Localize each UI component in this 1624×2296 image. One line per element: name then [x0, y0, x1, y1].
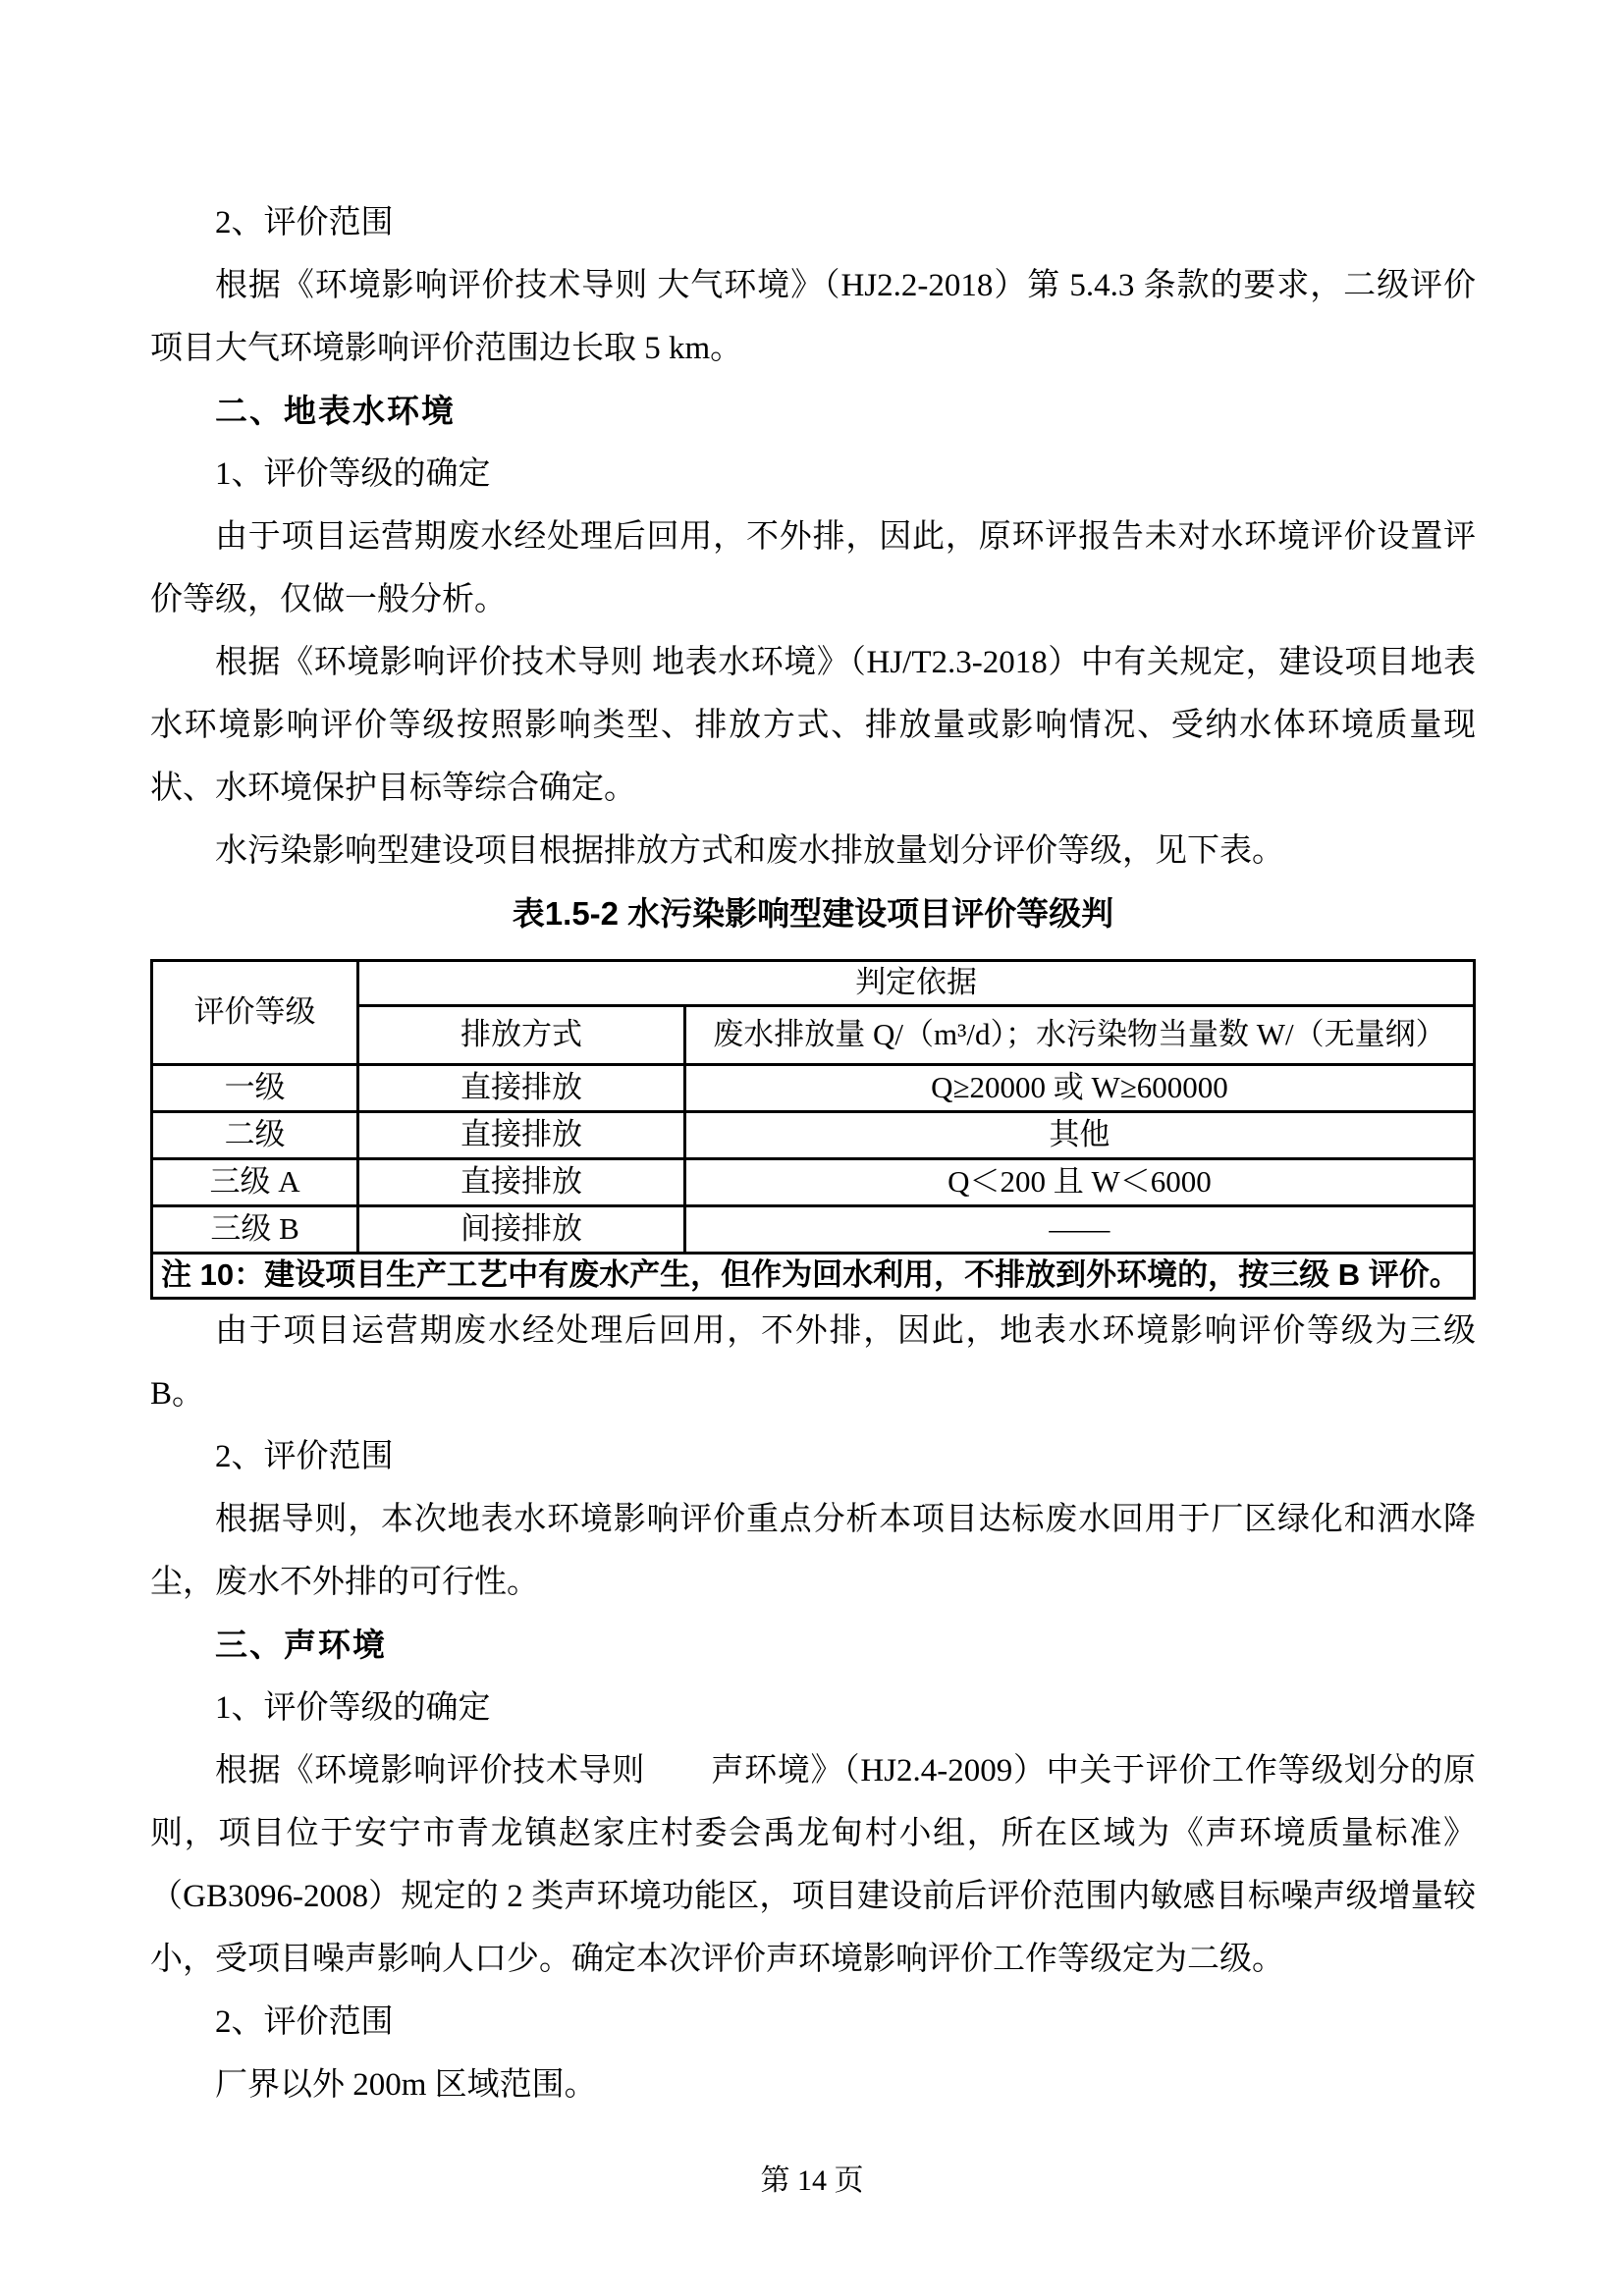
table-note-text: 注 10：建设项目生产工艺中有废水产生，但作为回水利用，不排放到外环境的，按三级 B 评价。 — [152, 1253, 1475, 1298]
header-cell-discharge-mode: 排放方式 — [358, 1005, 685, 1064]
table-header-row-1 — [152, 961, 1475, 1006]
cell-level: 三级 A — [152, 1158, 358, 1205]
cell-mode: 间接排放 — [358, 1205, 685, 1253]
para-water-conclusion: 由于项目运营期废水经处理后回用，不外排，因此，地表水环境影响评价等级为三级 B。 — [150, 1312, 1476, 1412]
header-cell-criteria: 废水排放量 Q/（m³/d）；水污染物当量数 W/（无量纲） — [684, 1005, 1474, 1064]
cell-criteria: 其他 — [684, 1111, 1474, 1158]
para-water-eval-scope-detail: 根据导则，本次地表水环境影响评价重点分析本项目达标废水回用于厂区绿化和洒水降尘，废水不外排的可行性。 — [150, 1501, 1476, 1600]
cell-level: 一级 — [152, 1064, 358, 1111]
section-heading-acoustic: 三、声环境 — [215, 1626, 387, 1663]
header-cell-judge-basis: 判定依据 — [358, 961, 1475, 1006]
para-water-no-discharge: 由于项目运营期废水经处理后回用，不外排，因此，原环评报告未对水环境评价设置评价等级，仅做一般分析。 — [150, 519, 1476, 617]
table-row-grade-2 — [152, 1111, 1475, 1158]
item-air-eval-scope: 2、评价范围 — [215, 205, 394, 240]
item-water-grade-determination: 1、评价等级的确定 — [215, 456, 491, 492]
cell-mode: 直接排放 — [358, 1064, 685, 1111]
table-note-row — [152, 1253, 1475, 1298]
para-noise-guideline: 根据《环境影响评价技术导则 声环境》（HJ2.4-2009）中关于评价工作等级划分的原则，项目位于安宁市青龙镇赵家庄村委会禹龙甸村小组，所在区域为《声环境质量标准》（GB3096-2008）规定的 2 类声环境功能区，项目建设前后评价范围内敏感目标噪声级增量较小，受项目噪声影响人口少。确定本次评价声环境影响评价工作等级定为二级。 — [150, 1752, 1476, 1977]
para-water-guideline: 根据《环境影响评价技术导则 地表水环境》（HJ/T2.3-2018）中有关规定，建设项目地表水环境影响评价等级按照影响类型、排放方式、排放量或影响情况、受纳水体环境质量现状、水环境保护目标等综合确定。 — [150, 645, 1476, 806]
cell-mode: 直接排放 — [358, 1111, 685, 1158]
section-heading-surface-water: 二、地表水环境 — [215, 393, 456, 429]
document-body — [150, 191, 1476, 2116]
cell-level: 二级 — [152, 1111, 358, 1158]
cell-level: 三级 B — [152, 1205, 358, 1253]
cell-criteria: Q≥20000 或 W≥600000 — [684, 1064, 1474, 1111]
table-row-grade-3a — [152, 1158, 1475, 1205]
page-number: 第 14 页 — [760, 2164, 864, 2197]
para-water-table-intro: 水污染影响型建设项目根据排放方式和废水排放量划分评价等级，见下表。 — [215, 833, 1284, 869]
cell-criteria: —— — [684, 1205, 1474, 1253]
cell-criteria: Q＜200 且 W＜6000 — [684, 1158, 1474, 1205]
item-noise-grade-determination: 1、评价等级的确定 — [215, 1689, 491, 1726]
item-water-eval-scope: 2、评价范围 — [215, 1438, 394, 1474]
para-air-eval-scope-detail: 根据《环境影响评价技术导则 大气环境》（HJ2.2-2018）第 5.4.3 条款的要求，二级评价项目大气环境影响评价范围边长取 5 km。 — [150, 268, 1476, 366]
table-row-grade-3b — [152, 1205, 1475, 1253]
cell-mode: 直接排放 — [358, 1158, 685, 1205]
water-eval-grade-table — [150, 959, 1476, 1300]
table-row-grade-1 — [152, 1064, 1475, 1111]
item-noise-eval-scope: 2、评价范围 — [215, 2003, 394, 2040]
table-title: 表1.5-2 水污染影响型建设项目评价等级判 — [512, 895, 1114, 932]
header-cell-eval-grade: 评价等级 — [152, 961, 358, 1065]
para-noise-eval-scope-detail: 厂界以外 200m 区域范围。 — [215, 2066, 597, 2103]
